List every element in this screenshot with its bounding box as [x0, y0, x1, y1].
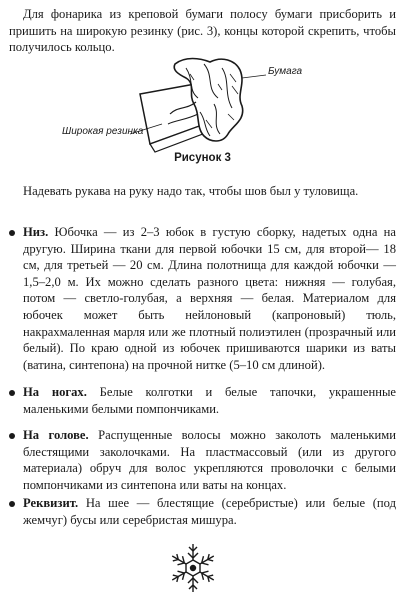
intro-paragraph: Для фонарика из креповой бумаги полосу бумаги присборить и пришить на широкую резинку (рис. 3), концы которой скрепить, чтобы получилось кольцо.: [9, 7, 396, 55]
list-item-head: [9, 427, 396, 493]
item-lead: На голове.: [23, 428, 89, 442]
label-paper: Бумага: [268, 66, 303, 77]
item-lead: Низ.: [23, 225, 49, 239]
list-item-props: [9, 495, 396, 528]
bullet-icon: [9, 390, 15, 396]
snowflake-icon: [163, 540, 223, 596]
list-item-legs: [9, 384, 396, 417]
item-text: Распущенные волосы можно заколоть маленькими блестящими заколочками. На пластмассовый (или из другого материала) обруч для волос укрепляются проволочки с белыми помпончиками из синтепона или ваты на концах.: [23, 428, 396, 492]
list-item-bottom: [9, 224, 396, 373]
bullet-icon: [9, 230, 15, 236]
item-lead: На ногах.: [23, 385, 87, 399]
item-lead: Реквизит.: [23, 496, 79, 510]
figure-caption: Рисунок 3: [174, 152, 231, 164]
sleeves-paragraph: Надевать рукава на руку надо так, чтобы шов был у туловища.: [23, 184, 359, 198]
bullet-icon: [9, 433, 15, 439]
item-text: На шее — блестящие (серебристые) или белые (под жемчуг) бусы или серебристая мишура.: [23, 496, 397, 527]
item-text: Юбочка — из 2–3 юбок в густую сборку, надетых одна на другую. Ширина ткани для первой юбочки 15 см, для второй— 18 см, для третьей — 20 см. Длина полотнища для каждой юбочки — 1,5–2,0 м. Их можно сделать разного цвета: нижняя — голубая, потом — светло-голубая, а верхняя — белая. Материалом для юбочек может быть нейлоновый (капроновый) тюль, накрахмаленная марля или же плотный полиэтилен (прозрачный или белый). По краю одной из юбочек пришиваются шарики из ваты (ватина, синтепона) на прочной нитке (5–10 см длиной).: [23, 225, 396, 372]
bullet-icon: [9, 501, 15, 507]
label-elastic: Широкая резинка: [62, 126, 144, 137]
item-text: Белые колготки и белые тапочки, украшенные маленькими белыми помпончиками.: [23, 385, 396, 416]
